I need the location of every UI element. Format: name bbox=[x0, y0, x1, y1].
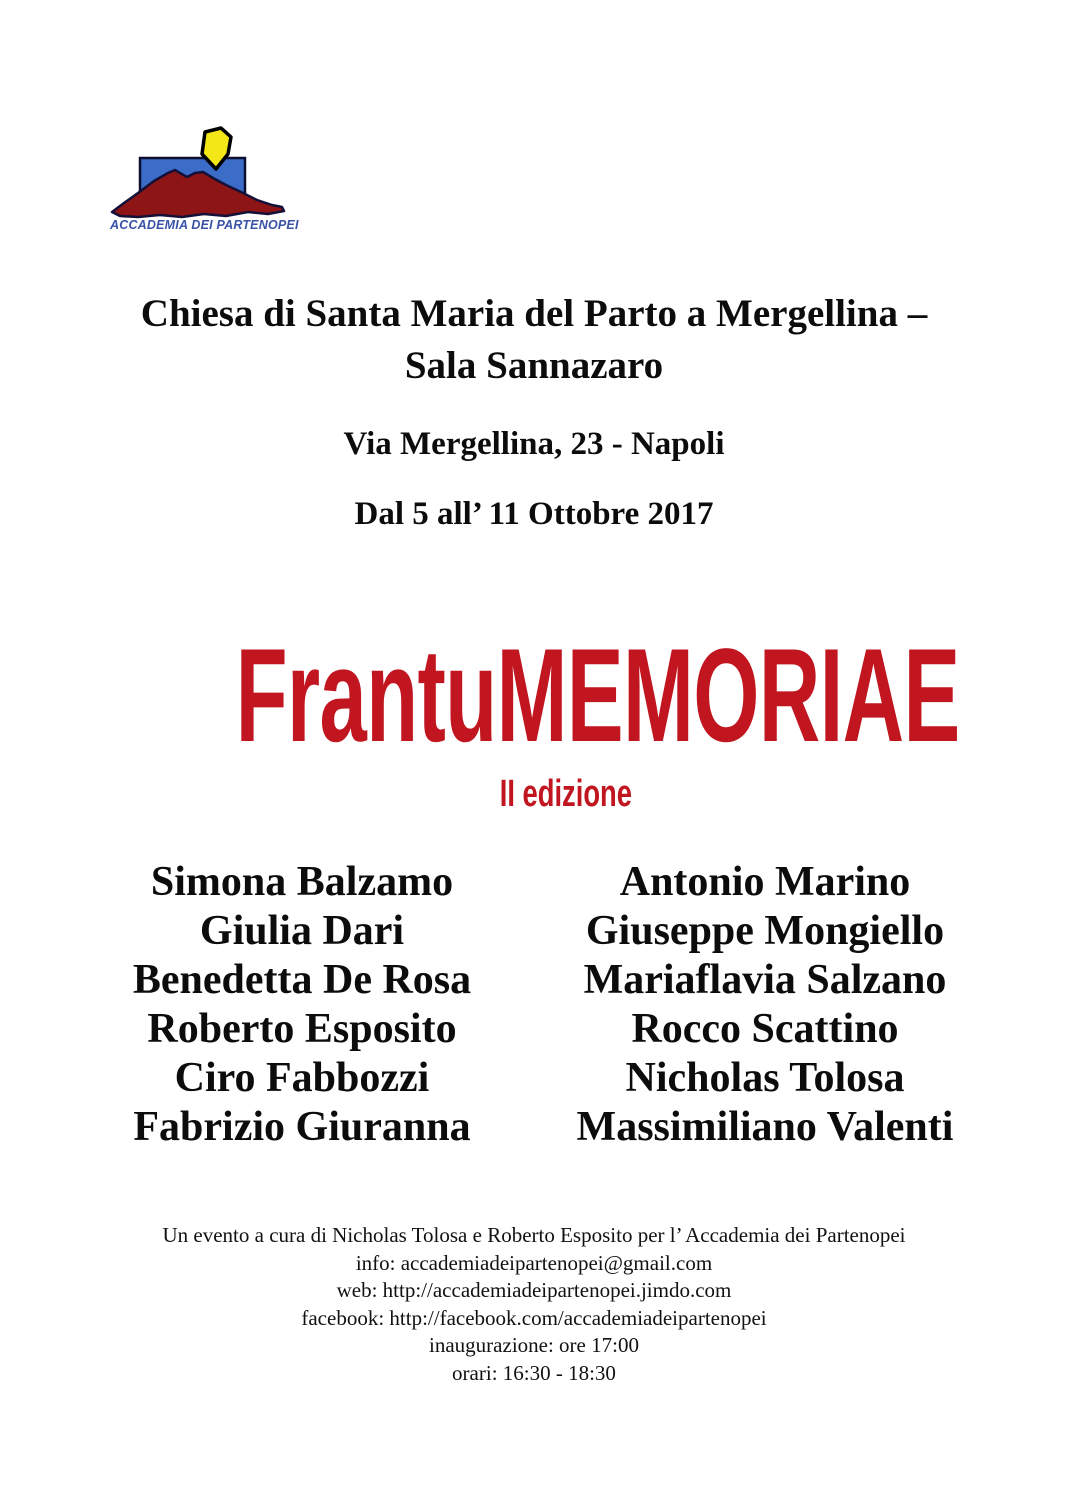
artist-name: Antonio Marino bbox=[619, 859, 911, 905]
artist-list bbox=[0, 858, 1068, 1158]
event-edition-text: II edizione bbox=[499, 773, 633, 815]
event-dates: Dal 5 all’ 11 Ottobre 2017 bbox=[354, 496, 714, 532]
logo-mountain-shape bbox=[112, 170, 284, 217]
artist-name: Massimiliano Valenti bbox=[576, 1104, 954, 1150]
footer-curators: Un evento a cura di Nicholas Tolosa e Roberto Esposito per l’ Accademia dei Partenopei bbox=[162, 1223, 906, 1247]
event-title bbox=[32, 622, 1068, 770]
footer-email: info: accademiadeipartenopei@gmail.com bbox=[355, 1250, 713, 1275]
venue-title-line2: Sala Sannazaro bbox=[404, 344, 664, 387]
artist-column-right bbox=[553, 858, 977, 1152]
artist-name: Giulia Dari bbox=[199, 908, 405, 954]
artist-name: Roberto Esposito bbox=[147, 1006, 457, 1052]
logo-org-name: ACCADEMIA DEI PARTENOPEI bbox=[110, 218, 299, 232]
artist-name: Ciro Fabbozzi bbox=[174, 1055, 430, 1101]
event-title-text: FrantuMEMORIAE bbox=[235, 622, 960, 770]
footer-info bbox=[0, 1222, 1068, 1387]
artist-name: Benedetta De Rosa bbox=[132, 957, 472, 1003]
footer-website: web: http://accademiadeipartenopei.jimdo.com bbox=[336, 1278, 732, 1302]
artist-name: Nicholas Tolosa bbox=[625, 1055, 905, 1101]
vesuvius-logo-graphic bbox=[110, 124, 292, 220]
venue-address: Via Mergellina, 23 - Napoli bbox=[343, 426, 725, 462]
venue-title bbox=[0, 288, 1068, 392]
footer-opening-time: inaugurazione: ore 17:00 bbox=[429, 1333, 639, 1357]
venue-title-line1: Chiesa di Santa Maria del Parto a Mergellina – bbox=[140, 292, 928, 335]
footer-hours: orari: 16:30 - 18:30 bbox=[452, 1360, 616, 1385]
accademia-logo bbox=[110, 124, 299, 232]
event-edition bbox=[32, 775, 1068, 813]
artist-name: Fabrizio Giuranna bbox=[133, 1104, 471, 1150]
artist-column-left bbox=[90, 858, 514, 1152]
artist-name: Giuseppe Mongiello bbox=[585, 908, 945, 954]
footer-facebook: facebook: http://facebook.com/accademiadeipartenopei bbox=[301, 1305, 767, 1330]
artist-name: Simona Balzamo bbox=[150, 859, 454, 905]
artist-name: Mariaflavia Salzano bbox=[583, 957, 947, 1003]
artist-name: Rocco Scattino bbox=[631, 1006, 899, 1052]
